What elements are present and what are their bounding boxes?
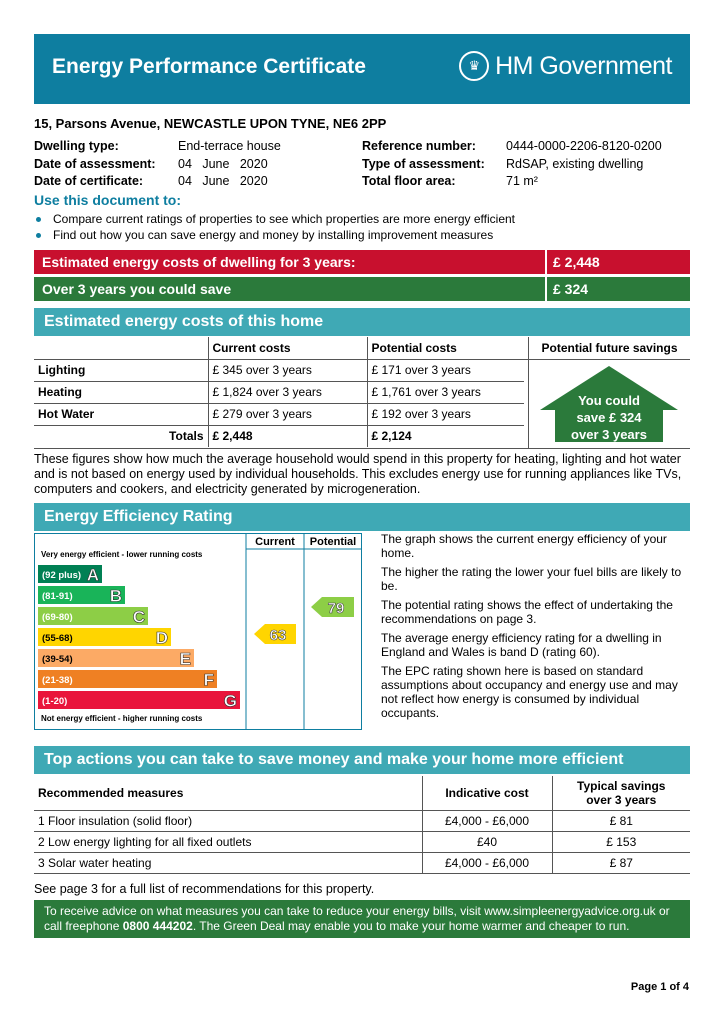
- estimated-costs-value: £ 2,448: [545, 250, 690, 274]
- measure-cost: £40: [422, 831, 552, 852]
- potential-cost: £ 192 over 3 years: [367, 403, 524, 425]
- rating-band-letter: E: [179, 649, 191, 669]
- rating-band-range: (69-80): [42, 612, 73, 623]
- table-row: [34, 359, 524, 381]
- rating-paragraph: The higher the rating the lower your fuel bills are likely to be.: [381, 565, 682, 593]
- divider: [34, 448, 690, 449]
- current-rating-value: 63: [269, 627, 287, 644]
- bullet-icon: [36, 233, 41, 238]
- details-right: [362, 138, 662, 191]
- savings-arrow-text: [540, 392, 678, 443]
- advice-text: To receive advice on what measures you can take to reduce your energy bills, visit www.simpleenergyadvice.org.uk or call freephone: [44, 904, 670, 933]
- rating-col-potential: Potential: [309, 536, 357, 548]
- rating-band-letter: A: [86, 565, 99, 585]
- current-cost: £ 345 over 3 years: [208, 359, 367, 381]
- col-savings-line: Typical savings: [577, 778, 666, 793]
- energy-rating-chart: [34, 533, 362, 730]
- current-cost: £ 279 over 3 years: [208, 403, 367, 425]
- row-label: Heating: [34, 381, 208, 403]
- divider: [528, 359, 529, 448]
- figures-explanation: These figures show how much the average household would spend in this property for heating, lighting and hot water and is not based on energy used by individual households. This excludes energy use for running appliances like TVs, computers and cookers, and electricity generated by microgeneration.: [34, 452, 682, 496]
- advice-phone: 0800 444202: [122, 919, 193, 933]
- rating-band-range: (1-20): [42, 696, 68, 707]
- measure-saving: £ 153: [552, 831, 690, 852]
- detail-value: 0444-0000-2206-8120-0200: [506, 139, 662, 153]
- detail-value: 71 m²: [506, 174, 538, 188]
- could-save-label: Over 3 years you could save: [42, 281, 232, 297]
- total-potential: £ 2,124: [367, 425, 524, 447]
- rating-band-letter: G: [223, 691, 237, 711]
- advice-box: [34, 900, 690, 938]
- current-cost: £ 1,824 over 3 years: [208, 381, 367, 403]
- page-title: Energy Performance Certificate: [52, 55, 366, 78]
- detail-value: 04 June 2020: [178, 156, 268, 171]
- rating-band-range: (39-54): [42, 654, 73, 665]
- use-document-title: Use this document to:: [34, 192, 182, 208]
- rating-paragraph: The potential rating shows the effect of undertaking the recommendations on page 3.: [381, 598, 673, 626]
- rating-col-current: Current: [255, 536, 295, 548]
- costs-header-blank: [34, 337, 208, 359]
- col-savings-line: over 3 years: [586, 792, 657, 807]
- row-label: Hot Water: [34, 403, 208, 425]
- measure-name: 2 Low energy lighting for all fixed outlets: [34, 831, 422, 852]
- detail-key: Date of certificate:: [34, 174, 144, 188]
- use-document-list: [36, 212, 515, 243]
- col-potential-costs: Potential costs: [367, 337, 524, 359]
- detail-value: End-terrace house: [178, 139, 281, 153]
- measure-cost: £4,000 - £6,000: [422, 810, 552, 831]
- measure-saving: £ 81: [552, 810, 690, 831]
- col-current-costs: Current costs: [208, 337, 367, 359]
- detail-row: [34, 156, 281, 174]
- savings-line: save £ 324: [576, 410, 642, 425]
- detail-key: Type of assessment:: [362, 156, 485, 171]
- see-page-note: See page 3 for a full list of recommendations for this property.: [34, 882, 375, 896]
- rating-bottom-note: Not energy efficient - higher running costs: [41, 714, 203, 723]
- rating-explanation: [381, 532, 691, 725]
- rating-band-letter: D: [155, 628, 168, 648]
- total-current: £ 2,448: [208, 425, 367, 447]
- could-save-value: £ 324: [545, 277, 690, 301]
- totals-row: [34, 425, 524, 447]
- hm-government-text: HM Government: [495, 51, 672, 80]
- actions-table: [34, 776, 690, 874]
- table-row: [34, 403, 524, 425]
- savings-line: over 3 years: [571, 427, 647, 442]
- estimated-costs-label: Estimated energy costs of dwelling for 3 years:: [42, 254, 356, 270]
- rating-band-g: [38, 691, 240, 709]
- actions-section-heading: Top actions you can take to save money and make your home more efficient: [34, 746, 690, 774]
- potential-cost: £ 171 over 3 years: [367, 359, 524, 381]
- detail-row: [362, 173, 662, 191]
- rating-paragraph: The average energy efficiency rating for a dwelling in England and Wales is band D (rating 60).: [381, 631, 662, 659]
- details-left: [34, 138, 281, 191]
- rating-band-range: (55-68): [42, 633, 73, 644]
- rating-band-letter: B: [109, 586, 122, 606]
- property-address: 15, Parsons Avenue, NEWCASTLE UPON TYNE, NE6 2PP: [34, 116, 387, 131]
- measure-saving: £ 87: [552, 852, 690, 873]
- royal-crest-icon: ♛: [459, 51, 489, 81]
- table-header-row: [34, 776, 690, 810]
- page-number: Page 1 of 4: [630, 981, 689, 993]
- costs-section-heading: Estimated energy costs of this home: [34, 308, 690, 336]
- hm-government-logo: [459, 51, 672, 81]
- could-save-bar: [34, 277, 690, 301]
- col-measures: Recommended measures: [38, 785, 184, 800]
- rating-band-letter: F: [203, 670, 214, 690]
- costs-table: [34, 337, 524, 447]
- detail-value: 04 June 2020: [178, 174, 268, 188]
- estimated-costs-bar: [34, 250, 690, 274]
- measure-cost: £4,000 - £6,000: [422, 852, 552, 873]
- measure-name: 1 Floor insulation (solid floor): [34, 810, 422, 831]
- col-indicative-cost: Indicative cost: [422, 776, 552, 810]
- table-row: [34, 852, 690, 873]
- table-row: [34, 831, 690, 852]
- rating-paragraph: The EPC rating shown here is based on standard assumptions about occupancy and energy use and may not reflect how energy is consumed by individual occupants.: [381, 664, 678, 720]
- detail-key: Date of assessment:: [34, 156, 156, 171]
- detail-key: Total floor area:: [362, 174, 456, 188]
- rating-top-note: Very energy efficient - lower running costs: [41, 550, 203, 559]
- col-typical-savings: [552, 776, 690, 810]
- measure-name: 3 Solar water heating: [34, 852, 422, 873]
- table-row: [34, 381, 524, 403]
- list-item-text: Compare current ratings of properties to see which properties are more energy efficient: [53, 212, 516, 226]
- rating-band-range: (81-91): [42, 591, 73, 602]
- detail-value: RdSAP, existing dwelling: [506, 156, 644, 171]
- potential-rating-value: 79: [327, 600, 345, 617]
- detail-key: Dwelling type:: [34, 139, 119, 153]
- potential-cost: £ 1,761 over 3 years: [367, 381, 524, 403]
- detail-row: [362, 156, 662, 174]
- bullet-icon: [36, 217, 41, 222]
- detail-row: [34, 138, 281, 156]
- divider: [34, 359, 690, 360]
- rating-section-heading: Energy Efficiency Rating: [34, 503, 690, 531]
- totals-label: Totals: [34, 425, 208, 447]
- rating-paragraph: The graph shows the current energy efficiency of your home.: [381, 532, 667, 560]
- savings-line: You could: [578, 393, 640, 408]
- list-item: [36, 212, 515, 228]
- list-item-text: Find out how you can save energy and money by installing improvement measures: [53, 227, 494, 242]
- table-row: [34, 810, 690, 831]
- rating-band-range: (21-38): [42, 675, 73, 686]
- detail-key: Reference number:: [362, 139, 476, 153]
- header-banner: [34, 34, 690, 104]
- list-item: [36, 228, 515, 244]
- detail-row: [34, 173, 281, 191]
- advice-text: . The Green Deal may enable you to make your home warmer and cheaper to run.: [192, 919, 630, 933]
- row-label: Lighting: [34, 359, 208, 381]
- detail-row: [362, 138, 662, 156]
- rating-band-letter: C: [132, 607, 145, 627]
- rating-band-range: (92 plus): [42, 570, 82, 581]
- col-future-savings: Potential future savings: [528, 337, 690, 359]
